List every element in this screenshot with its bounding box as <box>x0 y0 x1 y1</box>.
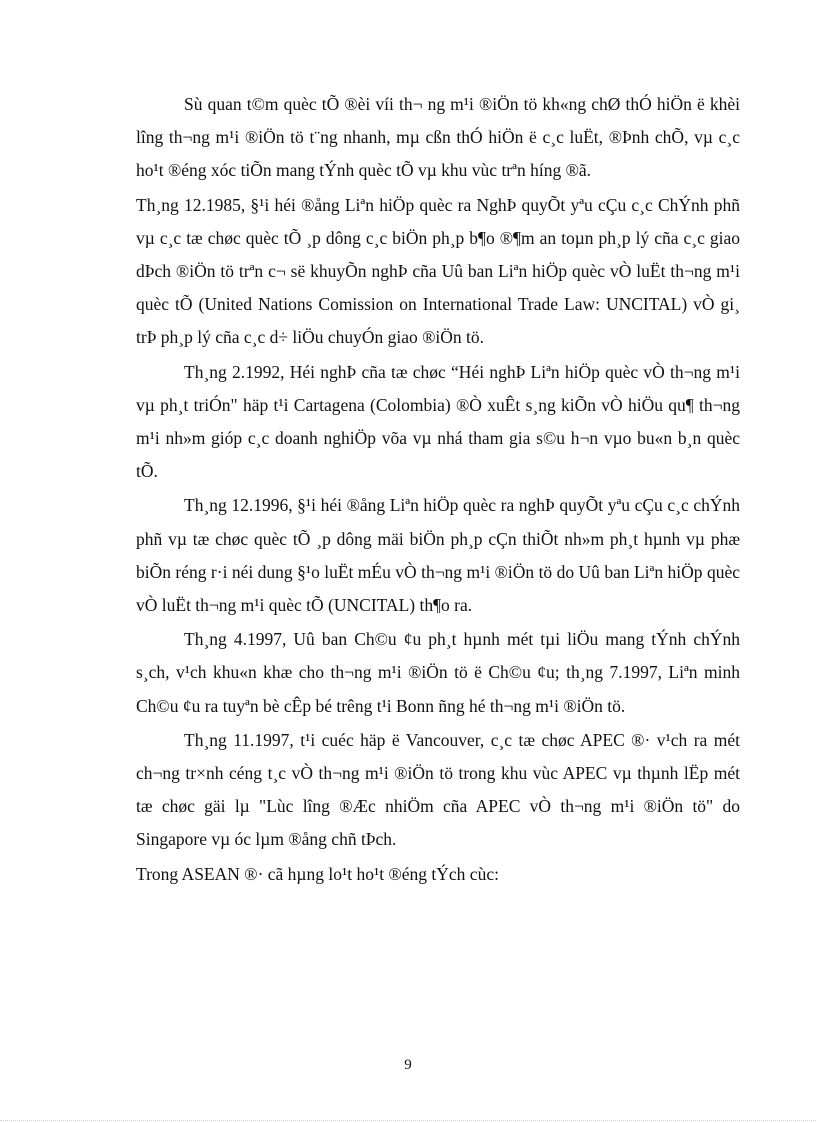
document-body <box>136 88 740 892</box>
paragraph-4: Th¸ng 12.1996, §¹i héi ®ång Liªn hiÖp quèc ra nghÞ quyÕt yªu cÇu c¸c chÝnh phñ vµ tæ chøc quèc tÕ ¸p dông mäi biÖn ph¸p cÇn thiÕt nh»m ph¸t hµnh vµ phæ biÕn réng r·i néi dung §¹o luËt mÉu vÒ th¬ng m¹i ®iÖn tö do Uû ban Liªn hiÖp quèc vÒ luËt th¬ng m¹i quèc tÕ (UNCITAL) th¶o ra. <box>136 495 740 616</box>
paragraph-3: Th¸ng 2.1992, Héi nghÞ cña tæ chøc “Héi nghÞ Liªn hiÖp quèc vÒ th¬ng m¹i vµ ph¸t triÓn" häp t¹i Cartagena (Colombia) ®Ò xuÊt s¸ng kiÕn vÒ hiÖu qu¶ th¬ng m¹i nh»m gióp c¸c doanh nghiÖp võa vµ nhá tham gia s©u h¬n vµo bu«n b¸n quèc tÕ. <box>136 361 740 482</box>
paragraph-1: Sù quan t©m quèc tÕ ®èi víi th¬ ng m¹i ®iÖn tö kh«ng chØ thÓ hiÖn ë khèi lîng th¬ng m¹i ®iÖn tö t¨ng nhanh, mµ cßn thÓ hiÖn ë c¸c luËt, ®Þnh chÕ, vµ c¸c ho¹t ®éng xóc tiÕn mang tÝnh quèc tÕ vµ khu vùc trªn híng ®ã. <box>136 94 740 181</box>
paragraph-5: Th¸ng 4.1997, Uû ban Ch©u ¢u ph¸t hµnh mét tµi liÖu mang tÝnh chÝnh s¸ch, v¹ch khu«n khæ cho th¬ng m¹i ®iÖn tö ë Ch©u ¢u; th¸ng 7.1997, Liªn minh Ch©u ¢u ra tuyªn bè cÊp bé trêng t¹i Bonn ñng hé th¬ng m¹i ®iÖn tö. <box>136 629 740 716</box>
page-number: 9 <box>404 1057 412 1073</box>
paragraph-7: Trong ASEAN ®· cã hµng lo¹t ho¹t ®éng tÝch cùc: <box>136 863 499 884</box>
page-bottom-divider <box>0 1120 816 1121</box>
paragraph-2: Th¸ng 12.1985, §¹i héi ®ång Liªn hiÖp quèc ra NghÞ quyÕt yªu cÇu c¸c ChÝnh phñ vµ c¸c tæ chøc quèc tÕ ¸p dông c¸c biÖn ph¸p b¶o ®¶m an toµn ph¸p lý cña c¸c giao dÞch ®iÖn tö trªn c¬ së khuyÕn nghÞ cña Uû ban Liªn hiÖp quèc vÒ luËt th¬ng m¹i quèc tÕ (United Nations Comission on International Trade Law: UNCITAL) vÒ gi¸ trÞ ph¸p lý cña c¸c d÷ liÖu chuyÓn giao ®iÖn tö. <box>136 194 740 348</box>
paragraph-6: Th¸ng 11.1997, t¹i cuéc häp ë Vancouver, c¸c tæ chøc APEC ®· v¹ch ra mét ch¬ng tr×nh céng t¸c vÒ th¬ng m¹i ®iÖn tö trong khu vùc APEC vµ thµnh lËp mét tæ chøc gäi lµ "Lùc lîng ®Æc nhiÖm cña APEC vÒ th¬ng m¹i ®iÖn tö" do Singapore vµ óc lµm ®ång chñ tÞch. <box>136 729 740 850</box>
